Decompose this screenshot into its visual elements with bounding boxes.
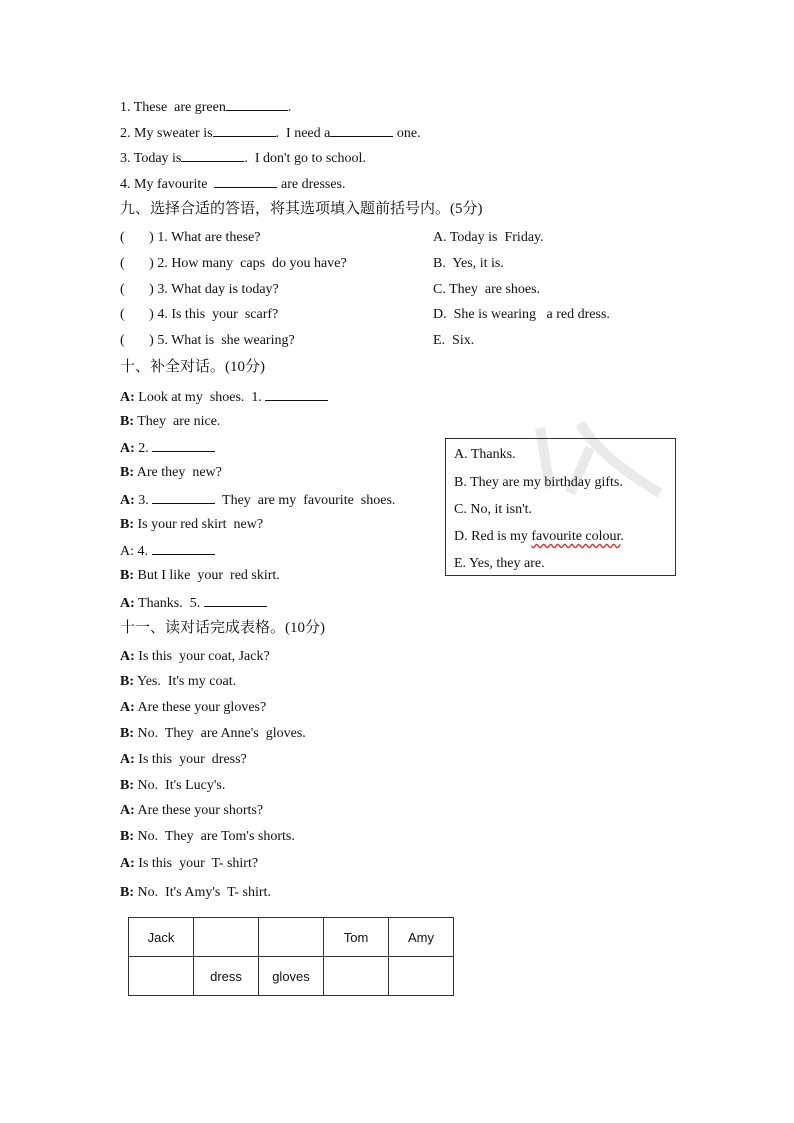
choice-item: C. No, it isn't.	[454, 502, 532, 517]
spellcheck-underline-text: favourite colour	[531, 529, 621, 544]
dialog-line: A: Are these your gloves?	[120, 700, 267, 715]
answer-blank[interactable]	[214, 174, 277, 188]
choice-box	[445, 438, 676, 576]
dialog-line: A: 4.	[120, 541, 215, 561]
dialog-line: B: No. It's Amy's T- shirt.	[120, 885, 271, 900]
answer-blank[interactable]	[265, 387, 328, 401]
table-cell[interactable]	[259, 918, 324, 957]
table-cell[interactable]	[129, 957, 194, 996]
dialog-line: A: Thanks. 5.	[120, 593, 267, 613]
fill-blank-1: 1. These are green .	[120, 97, 291, 117]
answer-table	[128, 917, 454, 996]
section-9-title: 九、选择合适的答语，将其选项填入题前括号内。(5分)	[120, 201, 483, 217]
answer-blank[interactable]	[226, 97, 288, 111]
dialog-line: B: Is your red skirt new?	[120, 517, 264, 532]
table-cell[interactable]: dress	[194, 957, 259, 996]
table-row	[129, 957, 454, 996]
answer-blank[interactable]	[181, 148, 244, 162]
answer-option: D. She is wearing a red dress.	[433, 307, 610, 322]
question-row[interactable]: ( ) 5. What is she wearing?	[120, 333, 295, 348]
choice-item: D. Red is my favourite colour.	[454, 529, 624, 544]
answer-blank[interactable]	[152, 490, 215, 504]
answer-option: C. They are shoes.	[433, 282, 541, 297]
dialog-line: B: No. It's Lucy's.	[120, 778, 226, 793]
dialog-line: B: They are nice.	[120, 414, 221, 429]
section-11-title: 十一、读对话完成表格。(10分)	[120, 620, 325, 636]
dialog-line: A: 3. They are my favourite shoes.	[120, 490, 395, 510]
dialog-line: B: But I like your red skirt.	[120, 568, 280, 583]
answer-option: A. Today is Friday.	[433, 230, 544, 245]
choice-item: E. Yes, they are.	[454, 556, 545, 571]
dialog-line: A: 2.	[120, 438, 215, 458]
question-row[interactable]: ( ) 4. Is this your scarf?	[120, 307, 279, 322]
table-cell[interactable]: Tom	[324, 918, 389, 957]
dialog-line: B: No. They are Tom's shorts.	[120, 829, 295, 844]
answer-option: E. Six.	[433, 333, 475, 348]
choice-item: A. Thanks.	[454, 447, 516, 462]
table-cell[interactable]: Jack	[129, 918, 194, 957]
answer-option: B. Yes, it is.	[433, 256, 504, 271]
table-row	[129, 918, 454, 957]
dialog-line: B: Are they new?	[120, 465, 222, 480]
table-cell[interactable]	[324, 957, 389, 996]
question-row[interactable]: ( ) 2. How many caps do you have?	[120, 256, 347, 271]
choice-item: B. They are my birthday gifts.	[454, 475, 623, 490]
fill-blank-2: 2. My sweater is . I need a one.	[120, 123, 421, 143]
section-10-title: 十、补全对话。(10分)	[120, 359, 265, 375]
dialog-line: A: Look at my shoes. 1.	[120, 387, 328, 407]
answer-blank[interactable]	[152, 438, 215, 452]
fill-blank-4: 4. My favourite are dresses.	[120, 174, 346, 194]
dialog-line: A: Is this your dress?	[120, 752, 247, 767]
table-cell[interactable]	[194, 918, 259, 957]
answer-blank[interactable]	[152, 541, 215, 555]
dialog-line: A: Is this your T- shirt?	[120, 856, 259, 871]
answer-blank[interactable]	[213, 123, 276, 137]
question-row[interactable]: ( ) 3. What day is today?	[120, 282, 279, 297]
answer-blank[interactable]	[204, 593, 267, 607]
question-row[interactable]: ( ) 1. What are these?	[120, 230, 261, 245]
table-cell[interactable]: gloves	[259, 957, 324, 996]
fill-blank-3: 3. Today is . I don't go to school.	[120, 148, 366, 168]
dialog-line: B: No. They are Anne's gloves.	[120, 726, 306, 741]
dialog-line: B: Yes. It's my coat.	[120, 674, 237, 689]
dialog-line: A: Are these your shorts?	[120, 803, 264, 818]
dialog-line: A: Is this your coat, Jack?	[120, 649, 270, 664]
answer-blank[interactable]	[330, 123, 393, 137]
table-cell[interactable]	[389, 957, 454, 996]
table-cell[interactable]: Amy	[389, 918, 454, 957]
